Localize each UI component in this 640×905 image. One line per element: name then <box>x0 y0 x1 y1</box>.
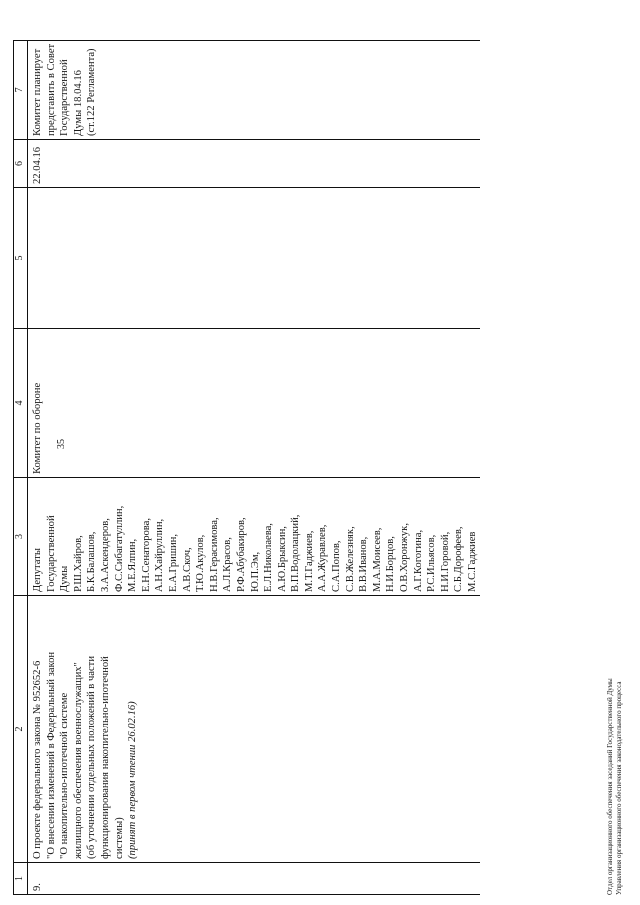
header-cell-7: 7 <box>14 40 28 139</box>
bill-title-cell <box>28 596 480 863</box>
header-cell-4: 4 <box>14 329 28 478</box>
author-line: Е.Л.Николаева, <box>263 523 275 592</box>
author-line: С.А.Попов, <box>331 540 343 592</box>
author-line: В.П.Водолацкий, <box>290 514 302 592</box>
author-line: Е.Н.Сенаторова, <box>140 517 152 592</box>
author-line: Думы <box>59 565 71 592</box>
author-line: М.Е.Ялпин, <box>127 538 139 592</box>
committee-note <box>31 44 99 136</box>
author-line: Р.Ш.Хайров, <box>72 535 84 592</box>
author-line: Н.В.Герасимова, <box>208 517 220 592</box>
author-line: Т.Ю.Акулов, <box>195 534 207 592</box>
bill-title-line: (об уточнении отдельных положений в части <box>86 656 98 859</box>
header-cell-3: 3 <box>14 478 28 596</box>
author-line: Н.И.Горовой, <box>439 531 451 592</box>
bill-title-line: "О накопительно-ипотечной системе <box>59 692 71 859</box>
note-line: представить в Совет <box>45 43 57 136</box>
committee-cell <box>28 329 480 478</box>
header-cell-2: 2 <box>14 596 28 863</box>
author-line: В.В.Иванов, <box>358 536 370 592</box>
page-number: 35 <box>56 439 67 449</box>
planned-date: 22.04.16 <box>32 146 43 184</box>
bill-title-line: О проекте федерального закона № 952652-6 <box>32 660 43 859</box>
author-line: А.Ю.Брыксин, <box>276 526 288 592</box>
authors-cell <box>28 478 480 596</box>
author-line: С.В.Железняк, <box>344 526 356 592</box>
header-cell-6: 6 <box>14 140 28 188</box>
author-line: Б.К.Балашов, <box>86 531 98 592</box>
author-line: А.В.Скоч, <box>181 547 193 592</box>
author-line: М.Т.Гаджиев, <box>303 530 315 592</box>
footer-line-2: Управления организационного обеспечения законодательного процесса <box>615 681 623 895</box>
bill-title-line: "О внесении изменений в Федеральный закон <box>45 651 57 859</box>
note-line: Думы 18.04.16 <box>72 70 84 136</box>
row-number: 9. <box>28 863 480 895</box>
authors-list <box>31 481 480 592</box>
author-line: М.С.Гаджиев <box>467 531 478 592</box>
note-cell <box>28 40 480 139</box>
author-line: Р.Ф.Абубакиров, <box>235 517 247 592</box>
author-line: Ф.С.Сибагатуллин, <box>113 505 125 592</box>
bills-table <box>13 40 480 895</box>
footer-line-1: Отдел организационного обеспечения заседаний Государственной Думы <box>606 678 614 895</box>
author-line: З.А.Аскендеров, <box>99 518 111 592</box>
note-line: Государственной <box>59 59 71 136</box>
note-line: Комитет планирует <box>32 48 43 136</box>
date-cell <box>28 140 480 188</box>
bill-title-line: жилищного обеспечения военнослужащих" <box>72 662 84 859</box>
author-line: Н.И.Борцов, <box>385 536 397 592</box>
author-line: Р.С.Ильясов, <box>426 534 438 592</box>
author-line: Государственной <box>45 515 57 592</box>
author-line: М.А.Моисеев, <box>371 527 383 592</box>
table-header-row <box>14 40 28 894</box>
author-line: А.Г.Когогина, <box>412 529 424 592</box>
header-cell-5: 5 <box>14 188 28 329</box>
author-line: Депутаты <box>32 548 43 592</box>
note-line: (ст.122 Регламента) <box>86 48 98 136</box>
author-line: Ю.П.Эм, <box>249 551 261 592</box>
header-cell-1: 1 <box>14 863 28 895</box>
author-line: Е.А.Гришин, <box>167 534 179 592</box>
bill-title-line: функционирования накопительно-ипотечной <box>99 656 111 859</box>
bill-status: (принят в первом чтении 26.02.16) <box>127 701 139 859</box>
footer <box>606 678 624 895</box>
column-5-cell <box>28 188 480 329</box>
committee-name: Комитет по обороне <box>32 382 43 474</box>
author-line: А.А.Журавлев, <box>317 524 329 592</box>
table-row <box>28 40 480 894</box>
author-line: А.Н.Хайруллин, <box>154 518 166 592</box>
bill-title-line: системы) <box>113 817 125 859</box>
bill-title <box>31 599 126 859</box>
author-line: А.Л.Красов, <box>222 537 234 592</box>
author-line: С.Б.Дорофеев, <box>453 526 465 592</box>
author-line: О.В.Хоронжук, <box>399 523 411 592</box>
